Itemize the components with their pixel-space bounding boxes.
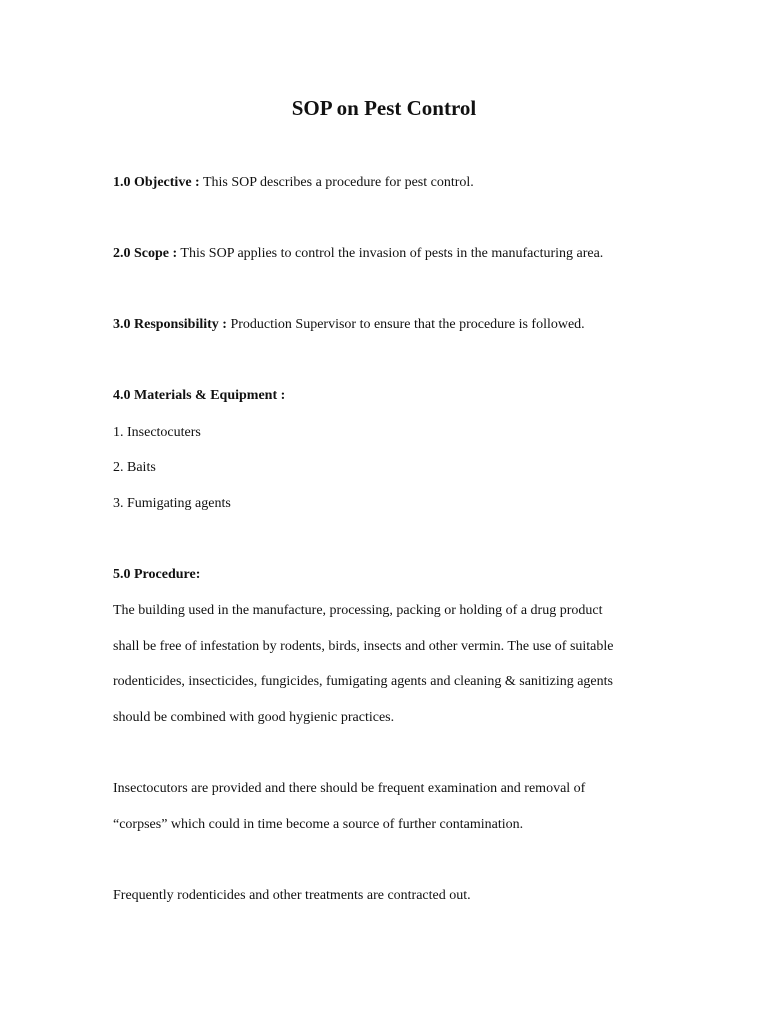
objective-heading: 1.0 Objective :	[113, 175, 200, 190]
list-item: 2. Baits	[113, 460, 156, 475]
procedure-paragraph-line: should be combined with good hygienic practices.	[113, 710, 395, 725]
procedure-paragraph-line: “corpses” which could in time become a source of further contamination.	[113, 817, 524, 832]
responsibility-text: Production Supervisor to ensure that the procedure is followed.	[226, 317, 585, 332]
objective-line	[113, 174, 474, 192]
procedure-heading: 5.0 Procedure:	[113, 567, 201, 582]
list-item: 3. Fumigating agents	[113, 496, 231, 511]
procedure-paragraph-line: The building used in the manufacture, processing, packing or holding of a drug product	[113, 603, 603, 618]
scope-heading: 2.0 Scope :	[113, 246, 178, 261]
scope-text: This SOP applies to control the invasion of pests in the manufacturing area.	[177, 246, 604, 261]
procedure-paragraph-line: Insectocutors are provided and there should be frequent examination and removal of	[113, 781, 586, 796]
objective-text: This SOP describes a procedure for pest control.	[199, 175, 474, 190]
materials-heading: 4.0 Materials & Equipment :	[113, 388, 286, 403]
responsibility-line	[113, 316, 585, 334]
list-item: 1. Insectocuters	[113, 425, 201, 440]
procedure-paragraph-line: shall be free of infestation by rodents, birds, insects and other vermin. The use of suitable	[113, 639, 614, 654]
document-title: SOP on Pest Control	[291, 96, 477, 120]
responsibility-heading: 3.0 Responsibility :	[113, 317, 227, 332]
scope-line	[113, 245, 603, 263]
procedure-paragraph-line: Frequently rodenticides and other treatments are contracted out.	[113, 888, 471, 903]
procedure-paragraph-line: rodenticides, insecticides, fungicides, fumigating agents and cleaning & sanitizing agents	[113, 674, 613, 689]
